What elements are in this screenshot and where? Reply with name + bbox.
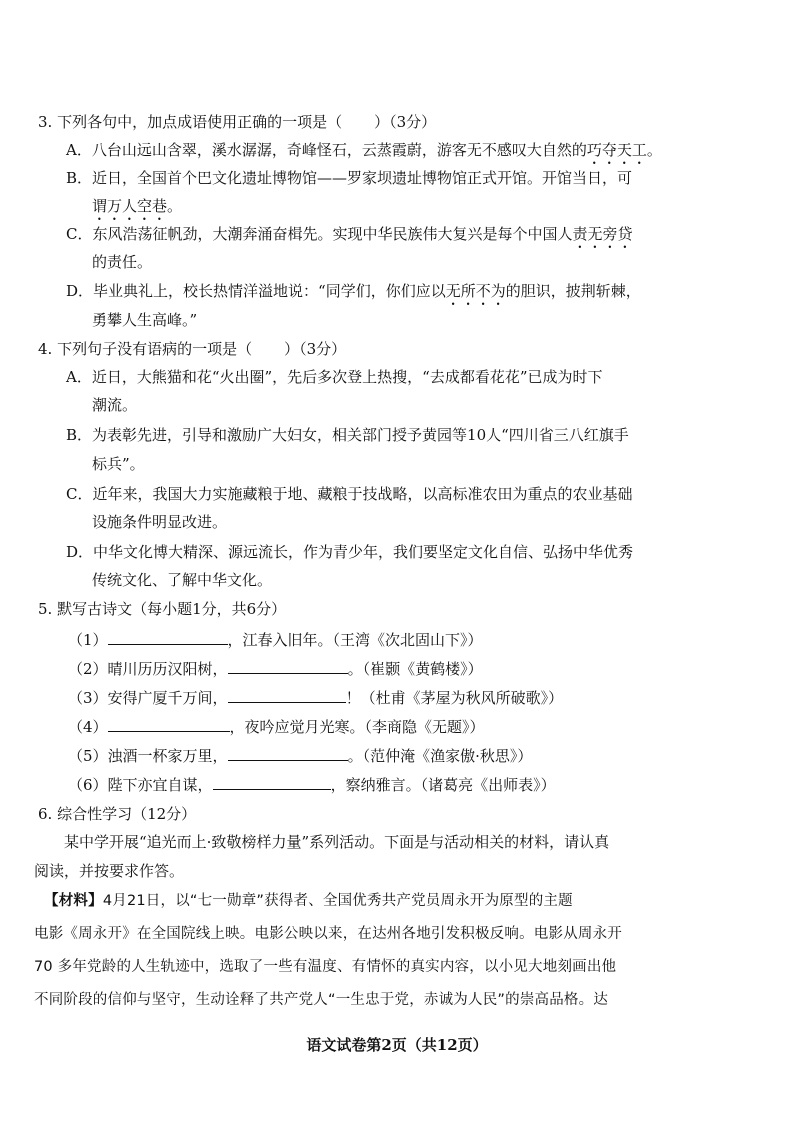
option-label: B． [66,426,93,444]
item-pre: 安得广厦千万间， [107,689,228,707]
material-text: 70 多年党龄的人生轨迹中，选取了一些有温度、有情怀的真实内容，以小见大地刻画出他 [34,959,617,975]
fill-blank[interactable] [228,745,348,761]
q5-item-5 [68,745,532,766]
item-post: ，夜吟应觉月光寒。（李商隐《无题》） [229,718,485,736]
option-label: B． [66,169,93,187]
material-text: 电影《周永开》在全国院线上映。电影公映以来，在达州各地引发积极反响。电影从周永开 [34,926,622,942]
q6-intro-line-1 [64,832,609,852]
material-label: 【材料】 [44,893,103,909]
q3-stem-text: 下列各句中，加点成语使用正确的一项是（ [57,113,343,131]
dotted-idiom: 责无旁贷 [572,225,633,243]
item-post: ！（杜甫《茅屋为秋风所破歌》） [345,689,564,707]
option-label: A． [66,141,92,159]
fill-blank[interactable] [108,716,230,732]
q6-intro-text: 阅读，并按要求作答。 [34,862,185,880]
fill-blank[interactable] [213,774,331,790]
q5-number: 5. [38,600,53,618]
material-line-3 [34,957,616,977]
option-text: 近年来，我国大力实施藏粮于地、藏粮于技战略，以高标准农田为重点的农业基础 [92,485,633,503]
option-label: A． [66,368,92,386]
q5-item-2 [68,658,483,679]
q3-stem [38,112,436,132]
q4-option-a-cont [92,395,137,415]
q6-number: 6. [38,805,53,823]
option-text: 勇攀人生高峰。” [92,311,198,329]
item-post: ，江春入旧年。（王湾《次北固山下》） [227,631,483,649]
item-number: （3） [68,689,108,707]
q4-number: 4. [38,340,53,358]
q5-item-6 [68,774,556,795]
option-text: 八台山远山含翠，溪水潺潺，奇峰怪石，云蒸霞蔚，游客无不感叹大自然的 [91,141,587,159]
option-text-end: 的胆识，披荆斩棘， [505,282,641,300]
fill-blank[interactable] [108,629,228,645]
q4-option-d [66,542,633,562]
material-line-4 [34,990,608,1010]
item-post: ，察纳雅言。（诸葛亮《出师表》） [330,776,556,794]
option-text: 标兵”。 [92,455,145,473]
material-text: 4月21日，以“七一勋章”获得者、全国优秀共产党员周永开为原型的主题 [102,893,573,909]
q3-option-a [66,140,662,168]
material-line-1 [44,891,573,911]
q6-intro-text: 某中学开展“追光而上·致敬榜样力量”系列活动。下面是与活动相关的材料，请认真 [64,833,610,851]
fill-blank[interactable] [228,658,348,674]
q5-stem [38,599,286,619]
item-pre: 浊酒一杯家万里， [107,747,228,765]
option-text: 近日，大熊猫和花“火出圈”，先后多次登上热搜，“去成都看花花”已成为时下 [91,368,603,386]
item-pre: 陛下亦宜自谋， [107,776,213,794]
q5-item-3 [68,687,563,708]
item-number: （4） [68,718,108,736]
q5-item-4 [68,716,485,737]
option-text: 的责任。 [92,253,153,271]
option-text: 近日，全国首个巴文化遗址博物馆——罗家坝遗址博物馆正式开馆。开馆当日，可 [92,169,633,187]
q3-stem-end: ）（3分） [374,113,437,131]
q3-option-c [66,224,633,252]
option-text: 潮流。 [92,396,138,414]
option-label: D． [66,543,94,561]
q4-option-c-cont [92,512,227,532]
item-post: 。（范仲淹《渔家傲·秋思》） [347,747,533,765]
q4-option-b [66,425,629,445]
q4-option-b-cont [92,454,145,474]
option-text: 为表彰先进，引导和激励广大妇女，相关部门授予黄园等10人“四川省三八红旗手 [92,426,629,444]
q4-stem-end: ）（3分） [284,340,347,358]
item-pre: 晴川历历汉阳树， [107,660,228,678]
fill-blank[interactable] [228,687,346,703]
option-text: 传统文化、了解中华文化。 [92,571,273,589]
option-text-end: 。 [646,141,662,159]
q6-intro-line-2 [34,861,184,881]
dotted-idiom: 无所不为 [445,282,506,300]
q5-item-1 [68,629,483,650]
item-number: （6） [68,776,108,794]
q4-option-d-cont [92,570,272,590]
option-text: 中华文化博大精深、源远流长，作为青少年，我们要坚定文化自信、弘扬中华优秀 [93,543,634,561]
q3-number: 3. [38,113,53,131]
option-label: C． [66,225,93,243]
material-text: 不同阶段的信仰与坚守，生动诠释了共产党人“一生忠于党，赤诚为人民”的崇高品格。达 [34,992,609,1008]
q4-option-c [66,484,633,504]
q6-title: 综合性学习（12分） [57,805,197,823]
option-text: 毕业典礼上，校长热情洋溢地说：“同学们，你们应以 [93,282,446,300]
q3-option-c-cont [92,252,152,272]
q5-title: 默写古诗文（每小题1分，共6分） [57,600,287,618]
material-line-2 [34,924,622,944]
option-text-end: 。 [167,197,183,215]
dotted-idiom: 巧夺天工 [586,141,647,159]
q4-stem-text: 下列句子没有语病的一项是（ [57,340,253,358]
q3-option-d-cont [92,310,197,330]
q4-stem [38,339,346,359]
q3-option-b [66,168,632,188]
item-post: 。（崔颢《黄鹤楼》） [347,660,483,678]
dotted-idiom: 谓万人空巷 [92,197,168,215]
q6-stem [38,804,196,824]
item-number: （5） [68,747,108,765]
option-label: C． [66,485,93,503]
q4-option-a [66,367,603,387]
option-text: 设施条件明显改进。 [92,513,228,531]
option-label: D． [66,282,94,300]
option-text: 东风浩荡征帆劲，大潮奔涌奋楫先。实现中华民族伟大复兴是每个中国人 [92,225,573,243]
item-number: （2） [68,660,108,678]
q3-option-d [66,281,641,309]
q3-option-b-cont [92,196,182,224]
page-footer: 语文试卷第2页（共12页） [306,1036,488,1054]
item-number: （1） [68,631,108,649]
